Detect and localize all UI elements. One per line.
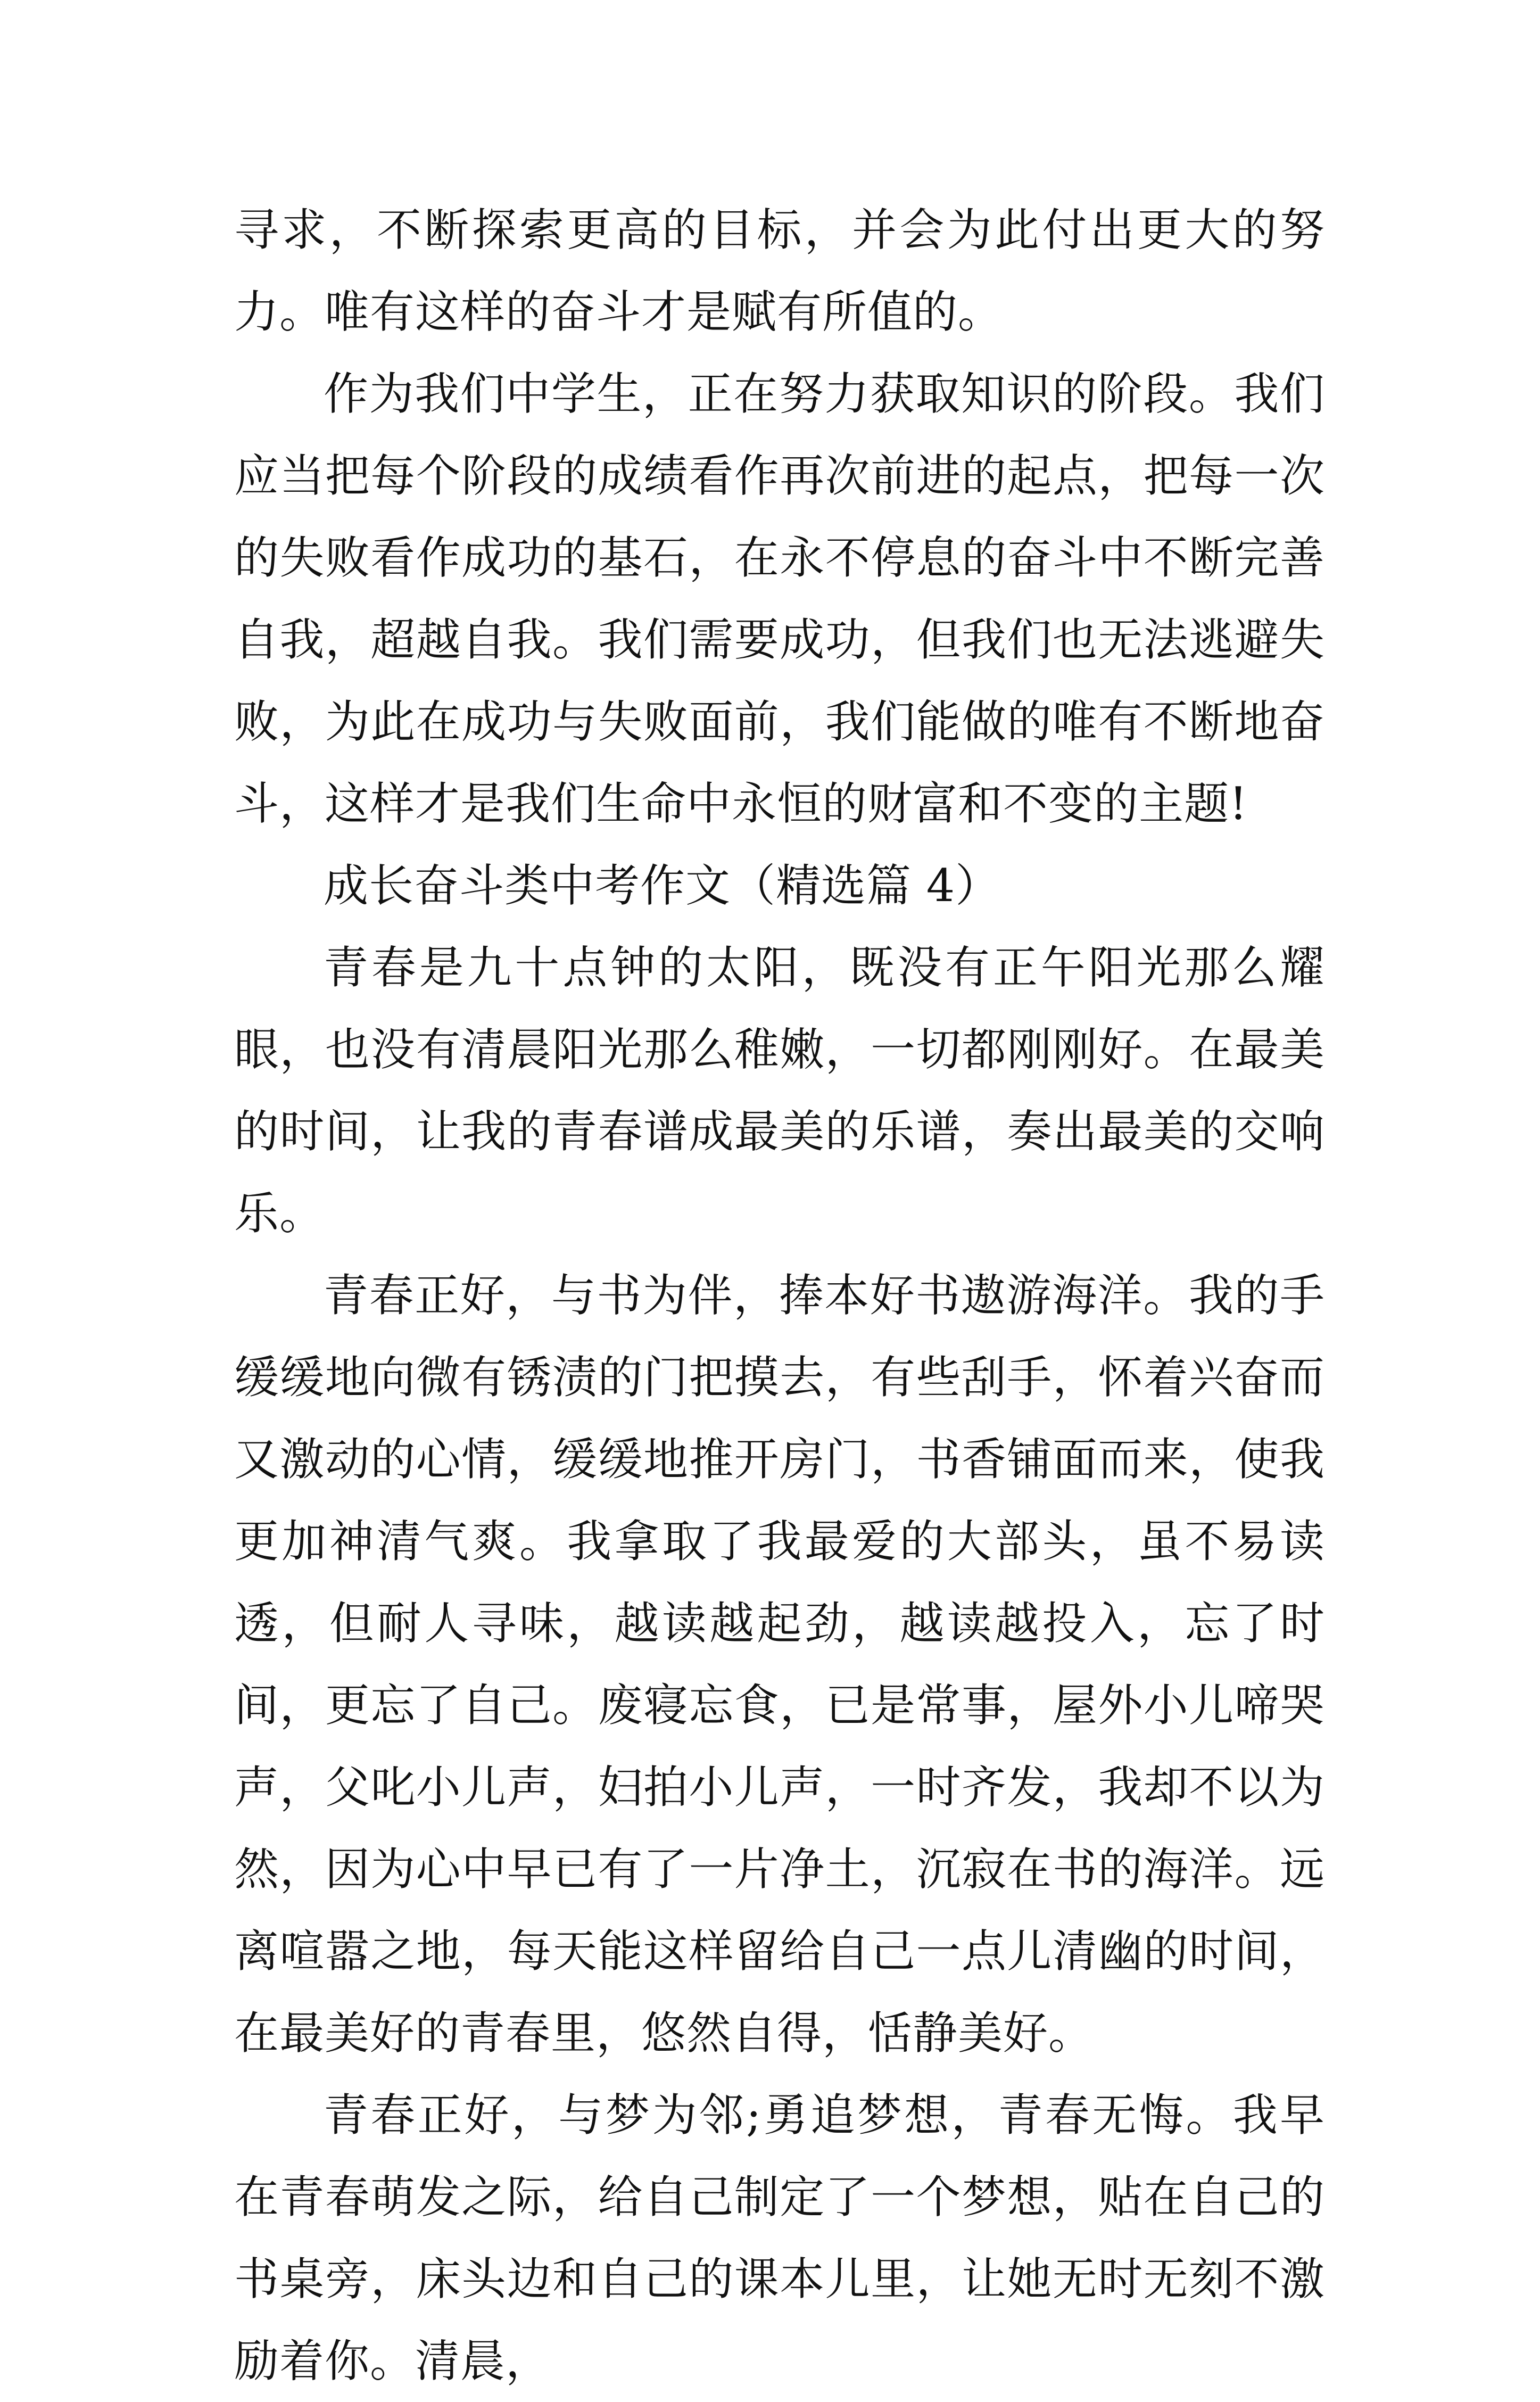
document-body xyxy=(234,189,1325,2402)
paragraph-students: 作为我们中学生，正在努力获取知识的阶段。我们应当把每个阶段的成绩看作再次前进的起点，把每一次的失败看作成功的基石，在永不停息的奋斗中不断完善自我，超越自我。我们需要成功，但我们也无法逃避失败，为此在成功与失败面前，我们能做的唯有不断地奋斗，这样才是我们生命中永恒的财富和不变的主题! xyxy=(234,368,1325,830)
paragraph-youth-books: 青春正好，与书为伴，捧本好书遨游海洋。我的手缓缓地向微有锈渍的门把摸去，有些刮手，怀着兴奋而又激动的心情，缓缓地推开房门，书香铺面而来，使我更加神清气爽。我拿取了我最爱的大部头，虽不易读透，但耐人寻味，越读越起劲，越读越投入，忘了时间，更忘了自己。废寝忘食，已是常事，屋外小儿啼哭声，父叱小儿声，妇拍小儿声，一时齐发，我却不以为然，因为心中早已有了一片净土，沉寂在书的海洋。远离喧嚣之地，每天能这样留给自己一点儿清幽的时间，在最美好的青春里，悠然自得，恬静美好。 xyxy=(234,1269,1325,2059)
paragraph-continuation: 寻求，不断探索更高的目标，并会为此付出更大的努力。唯有这样的奋斗才是赋有所值的。 xyxy=(234,204,1325,338)
paragraph-youth-sun: 青春是九十点钟的太阳，既没有正午阳光那么耀眼，也没有清晨阳光那么稚嫩，一切都刚刚好。在最美的时间，让我的青春谱成最美的乐谱，奏出最美的交响乐。 xyxy=(234,942,1325,1240)
section-heading: 成长奋斗类中考作文（精选篇 4） xyxy=(324,860,1001,912)
paragraph-youth-dreams: 青春正好，与梦为邻;勇追梦想，青春无悔。我早在青春萌发之际，给自己制定了一个梦想，贴在自己的书桌旁，床头边和自己的课本儿里，让她无时无刻不激励着你。清晨， xyxy=(234,2089,1325,2387)
